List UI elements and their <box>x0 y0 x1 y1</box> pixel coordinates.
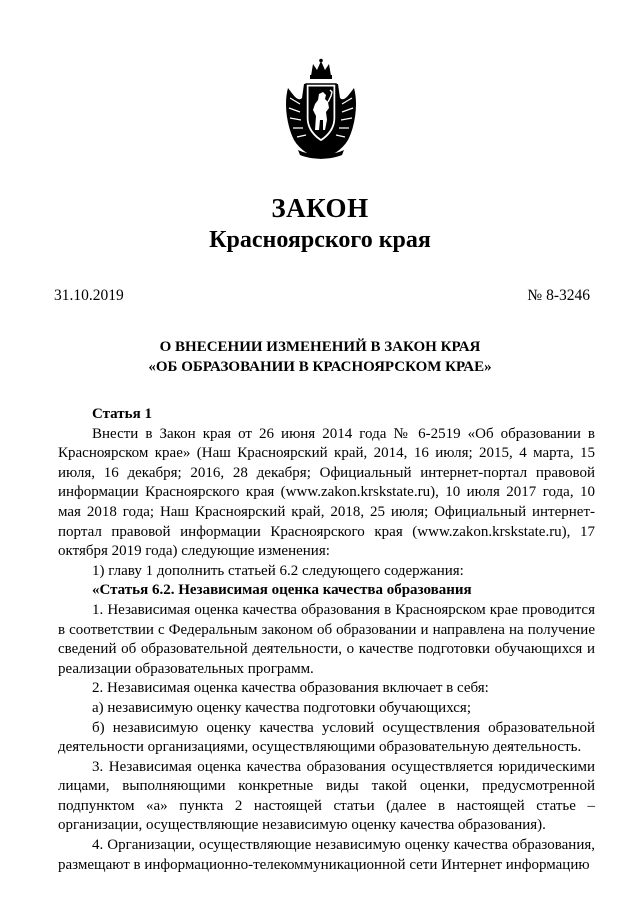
paragraph-2: 2. Независимая оценка качества образования включает в себя: <box>92 680 489 697</box>
paragraph-4: 4. Организации, осуществляющие независимую оценку качества образования, размещают в информационно-телекоммуникационной сети Интернет информацию <box>58 837 595 873</box>
paragraph-1: 1. Независимая оценка качества образования в Красноярском крае проводится в соответствии с Федеральным законом об образовании и направлена на получение сведений об образовательной деятельности, о качестве подготовки обучающихся и реализации образовательных программ. <box>58 601 595 677</box>
paragraph-2b: б) независимую оценку качества условий осуществления образовательной деятельности организациями, осуществляющими образовательную деятельность. <box>58 719 595 756</box>
crown-icon <box>310 59 332 79</box>
document-body <box>58 405 595 875</box>
document-date: 31.10.2019 <box>54 287 124 304</box>
paragraph-2a: а) независимую оценку качества подготовки обучающихся; <box>92 699 471 716</box>
paragraph-item-1: 1) главу 1 дополнить статьей 6.2 следующего содержания: <box>92 562 464 579</box>
paragraph-intro: Внести в Закон края от 26 июня 2014 года № 6-2519 «Об образовании в Красноярском крае» (Наш Красноярский край, 2014, 16 июля; 2015, 4 марта, 15 июля, 16 декабря; 2016, 28 декабря; Официальный интернет-портал правовой информации Красноярского края (www.zakon.krskstate.ru), 10 июля 2017 года, 10 мая 2018 года; Наш Красноярский край, 2018, 25 июля; Официальный интернет-портал правовой информации Красноярского края (www.zakon.krskstate.ru), 17 октября 2019 года) следующие изменения: <box>58 425 595 560</box>
law-heading-line-2: «ОБ ОБРАЗОВАНИИ В КРАСНОЯРСКОМ КРАЕ» <box>148 359 492 375</box>
coat-of-arms-emblem <box>282 58 360 162</box>
document-number: № 8-3246 <box>527 287 590 304</box>
document-title: ЗАКОН <box>271 193 369 223</box>
subarticle-title: «Статья 6.2. Независимая оценка качества образования <box>92 582 472 599</box>
document-subtitle: Красноярского края <box>209 227 431 253</box>
law-heading-line-1: О ВНЕСЕНИИ ИЗМЕНЕНИЙ В ЗАКОН КРАЯ <box>159 339 481 355</box>
article-title: Статья 1 <box>92 406 152 422</box>
paragraph-3: 3. Независимая оценка качества образования осуществляется юридическими лицами, выполняющими конкретные виды такой оценки, предусмотренной подпунктом «а» пункта 2 настоящей статьи (далее в настоящей статье – организации, осуществляющие независимую оценку качества образования). <box>58 758 595 834</box>
law-heading <box>0 337 640 377</box>
